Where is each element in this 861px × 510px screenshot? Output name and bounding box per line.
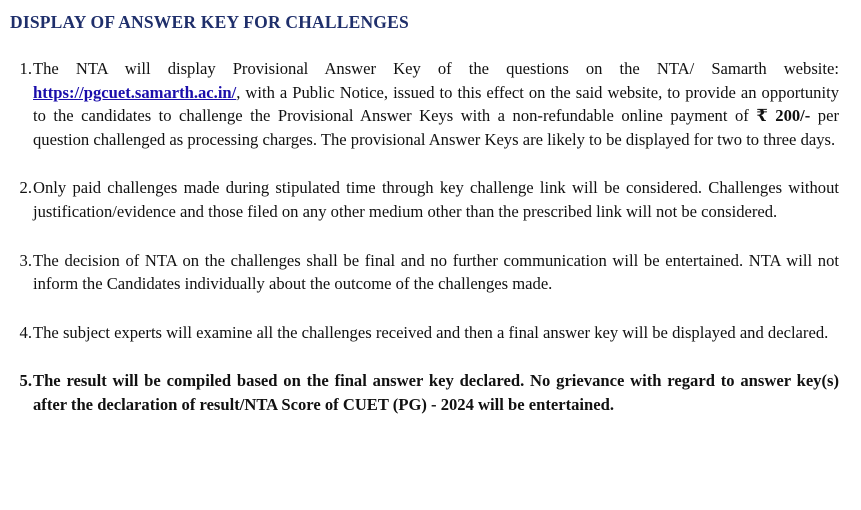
item-text: Only paid challenges made during stipulated time through key challenge link will be considered. Challenges without justification/evidence and those filed on any other medium other than the prescribed link will not be considered.: [33, 178, 839, 221]
item-number: 2.: [19, 178, 32, 198]
item-text-part2: , with a Public Notice, issued to this effect on the said website, to provide an opportunity to the candidates to challenge the Provisional Answer Keys with a non-refundable online payment of: [33, 82, 839, 126]
list-item-3: [10, 249, 839, 296]
item-text: The result will be compiled based on the final answer key declared. No grievance with regard to answer key(s) after the declaration of result/NTA Score of CUET (PG) - 2024 will be entertained.: [33, 371, 839, 414]
item-text-part1: The NTA will display Provisional Answer Key of the questions on the NTA/ Samarth website:: [33, 59, 839, 78]
section-heading: DISPLAY OF ANSWER KEY FOR CHALLENGES: [10, 12, 409, 32]
list-item-2: [10, 176, 839, 223]
website-link[interactable]: https://pgcuet.samarth.ac.in/: [33, 82, 237, 102]
item-number: 4.: [19, 322, 32, 342]
item-number: 5.: [19, 371, 32, 391]
item-text: The decision of NTA on the challenges shall be final and no further communication will be entertained. NTA will not inform the Candidates individually about the outcome of the challenges made.: [33, 250, 839, 294]
item-number: 3.: [19, 250, 32, 270]
item-text: The subject experts will examine all the challenges received and then a final answer key will be displayed and declared.: [33, 322, 829, 342]
item-text: [33, 57, 839, 151]
item-text-part3: per question challenged as processing charges. The provisional Answer Keys are likely to be displayed for two to three days.: [33, 106, 839, 149]
list-item-5: [10, 369, 839, 416]
list-item-1: [10, 57, 839, 151]
instructions-list: [10, 57, 839, 417]
list-item-4: [10, 321, 839, 345]
fee-amount: ₹ 200/-: [756, 106, 811, 126]
item-number: 1.: [19, 59, 32, 78]
